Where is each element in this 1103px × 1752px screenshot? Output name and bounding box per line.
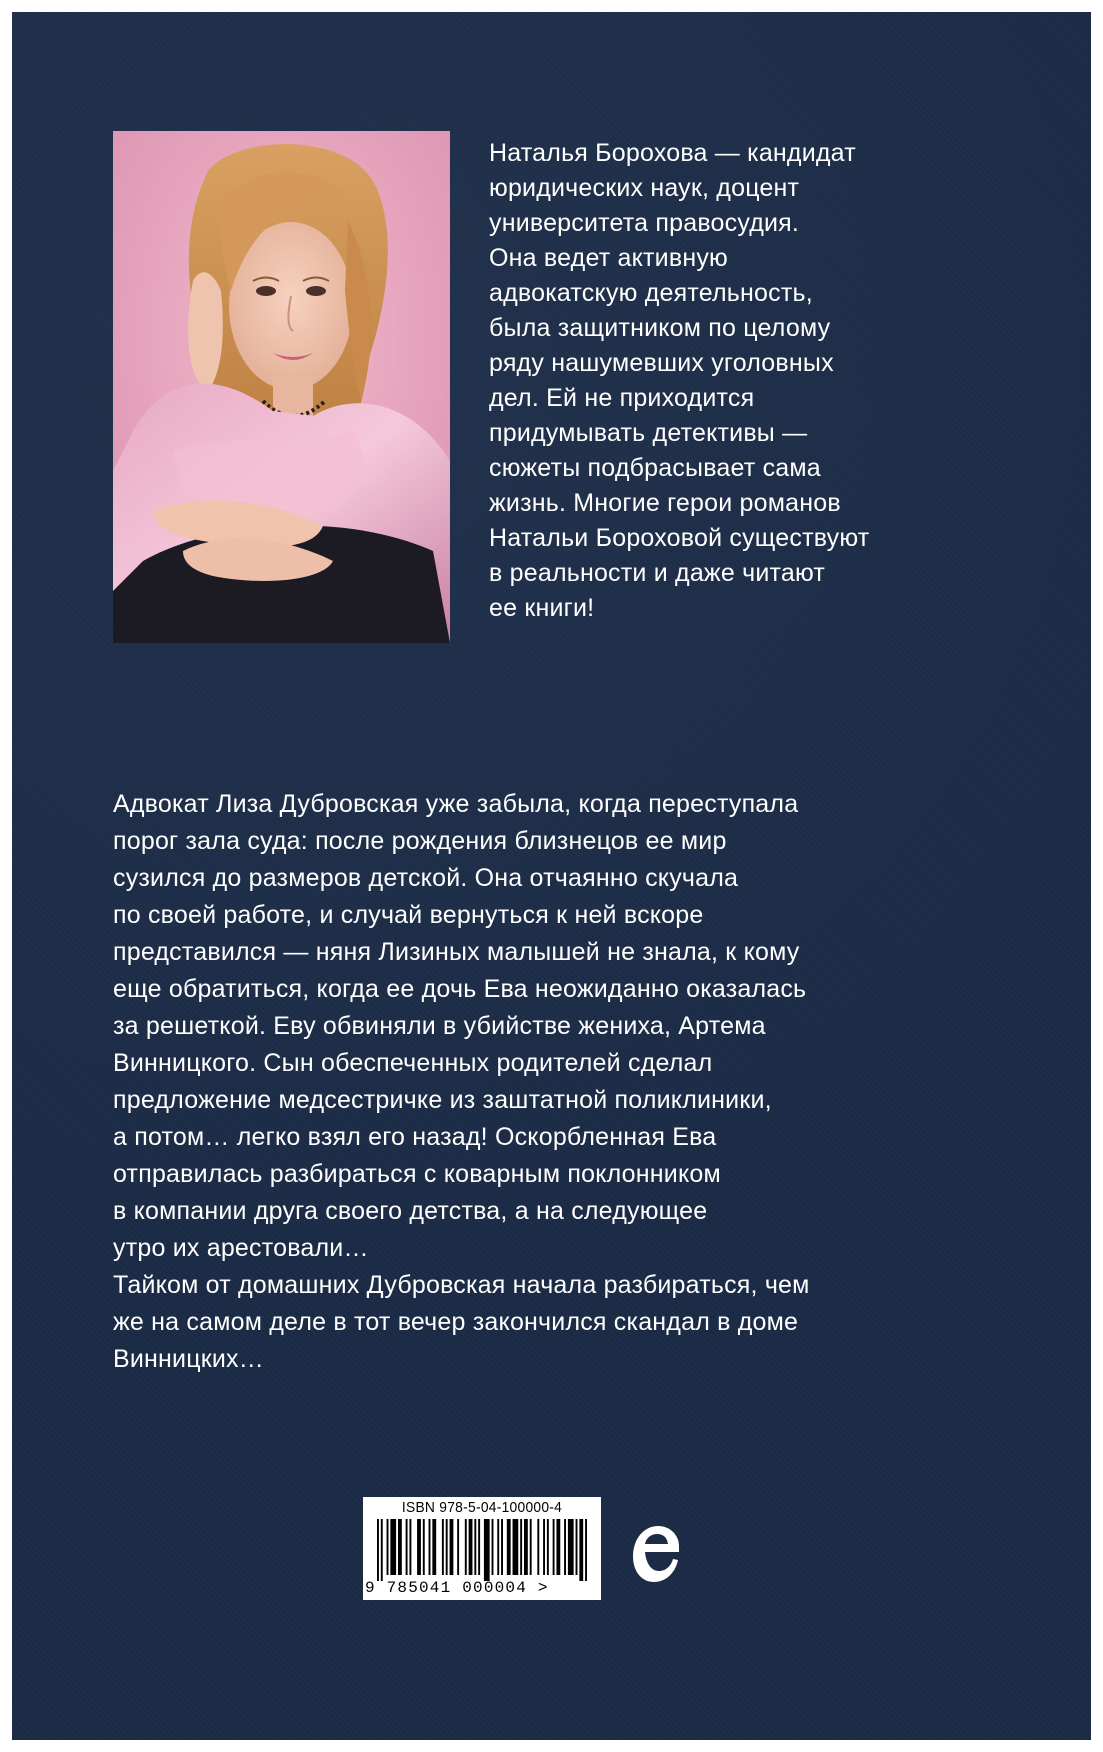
blurb-paragraph-2 xyxy=(113,1267,1013,1378)
barcode-bar xyxy=(576,1519,578,1575)
blurb-line: представился — няня Лизиных малышей не знала, к кому xyxy=(113,938,800,966)
blurb-line: Тайком от домашних Дубровская начала разбираться, чем xyxy=(113,1271,810,1299)
author-bio-line: сюжеты подбрасывает сама xyxy=(489,454,821,482)
author-bio-line: жизнь. Многие герои романов xyxy=(489,489,841,517)
blurb-line: Адвокат Лиза Дубровская уже забыла, когда переступала xyxy=(113,790,799,818)
barcode-bar xyxy=(507,1519,511,1575)
blurb-paragraph-1 xyxy=(113,786,1013,1267)
barcode-bar xyxy=(381,1519,383,1581)
barcode-bar xyxy=(390,1519,396,1575)
barcode-bar xyxy=(530,1519,532,1575)
isbn-barcode xyxy=(363,1497,601,1600)
barcode-bar xyxy=(429,1519,431,1575)
blurb-line: Винницких… xyxy=(113,1345,264,1373)
barcode-bars xyxy=(377,1519,587,1581)
barcode-bar xyxy=(417,1519,421,1575)
author-bio xyxy=(489,136,1009,626)
blurb-line: в компании друга своего детства, а на следующее xyxy=(113,1197,708,1225)
barcode-bar xyxy=(377,1519,379,1581)
barcode-bar xyxy=(564,1519,566,1575)
barcode-bar xyxy=(450,1519,454,1575)
blurb-line: порог зала суда: после рождения близнецов ее мир xyxy=(113,827,727,855)
barcode-bar xyxy=(457,1519,459,1575)
barcode-bar xyxy=(474,1519,476,1575)
barcode-bar xyxy=(387,1519,389,1575)
barcode-bar xyxy=(537,1519,539,1575)
blurb-line: же на самом деле в тот вечер закончился скандал в доме xyxy=(113,1308,799,1336)
barcode-bar xyxy=(442,1519,444,1575)
eksmo-e-logo-icon xyxy=(629,1516,685,1588)
author-bio-line: университета правосудия. xyxy=(489,209,800,237)
author-bio-line: ряду нашумевших уголовных xyxy=(489,349,834,377)
back-cover xyxy=(12,12,1091,1740)
author-bio-line: придумывать детективы — xyxy=(489,419,808,447)
author-bio-line: Наталья Борохова — кандидат xyxy=(489,139,856,167)
barcode-bar xyxy=(497,1519,499,1575)
author-bio-line: Она ведет активную xyxy=(489,244,728,272)
barcode-bar xyxy=(547,1519,549,1575)
author-photo xyxy=(113,131,450,643)
author-bio-line: была защитником по целому xyxy=(489,314,831,342)
blurb-line: отправилась разбираться с коварным поклонником xyxy=(113,1160,721,1188)
author-bio-line: дел. Ей не приходится xyxy=(489,384,755,412)
barcode-bar xyxy=(556,1519,560,1575)
blurb-line: по своей работе, и случай вернуться к ней вскоре xyxy=(113,901,704,929)
blurb-line: сузился до размеров детской. Она отчаянно скучала xyxy=(113,864,739,892)
blurb-line: Винницкого. Сын обеспеченных родителей сделал xyxy=(113,1049,713,1077)
barcode-bar xyxy=(409,1519,411,1575)
barcode-bar xyxy=(398,1519,402,1575)
author-bio-line: юридических наук, доцент xyxy=(489,174,800,202)
barcode-bar xyxy=(524,1519,528,1575)
author-bio-line: Натальи Бороховой существуют xyxy=(489,524,870,552)
author-bio-line: в реальности и даже читают xyxy=(489,559,826,587)
blurb-line: еще обратиться, когда ее дочь Ева неожиданно оказалась xyxy=(113,975,807,1003)
blurb-line: утро их арестовали… xyxy=(113,1234,369,1262)
barcode-bar xyxy=(423,1519,425,1575)
blurb-line: предложение медсестричке из заштатной поликлиники, xyxy=(113,1086,772,1114)
barcode-bar xyxy=(478,1519,480,1575)
barcode-bar xyxy=(553,1519,555,1575)
barcode-bar xyxy=(406,1519,408,1575)
barcode-bar xyxy=(465,1519,467,1575)
barcode-bar xyxy=(568,1519,574,1575)
barcode-bar xyxy=(579,1519,583,1581)
blurb-line: за решеткой. Еву обвиняли в убийстве жениха, Артема xyxy=(113,1012,766,1040)
ean-digits: 9 785041 000004 > xyxy=(365,1579,549,1597)
barcode-bar xyxy=(446,1519,448,1575)
barcode-bar xyxy=(469,1519,473,1575)
barcode-bar xyxy=(501,1519,503,1575)
barcode-bar xyxy=(585,1519,587,1581)
barcode-bar xyxy=(520,1519,522,1575)
author-bio-line: адвокатскую деятельность, xyxy=(489,279,813,307)
barcode-bar xyxy=(484,1519,490,1581)
author-bio-line: ее книги! xyxy=(489,594,595,622)
barcode-bar xyxy=(432,1519,436,1575)
blurb-line: а потом… легко взял его назад! Оскорбленная Ева xyxy=(113,1123,717,1151)
barcode-bar xyxy=(492,1519,494,1575)
barcode-bar xyxy=(513,1519,519,1575)
barcode-bar xyxy=(543,1519,545,1575)
isbn-label: ISBN 978-5-04-100000-4 xyxy=(401,1499,563,1516)
